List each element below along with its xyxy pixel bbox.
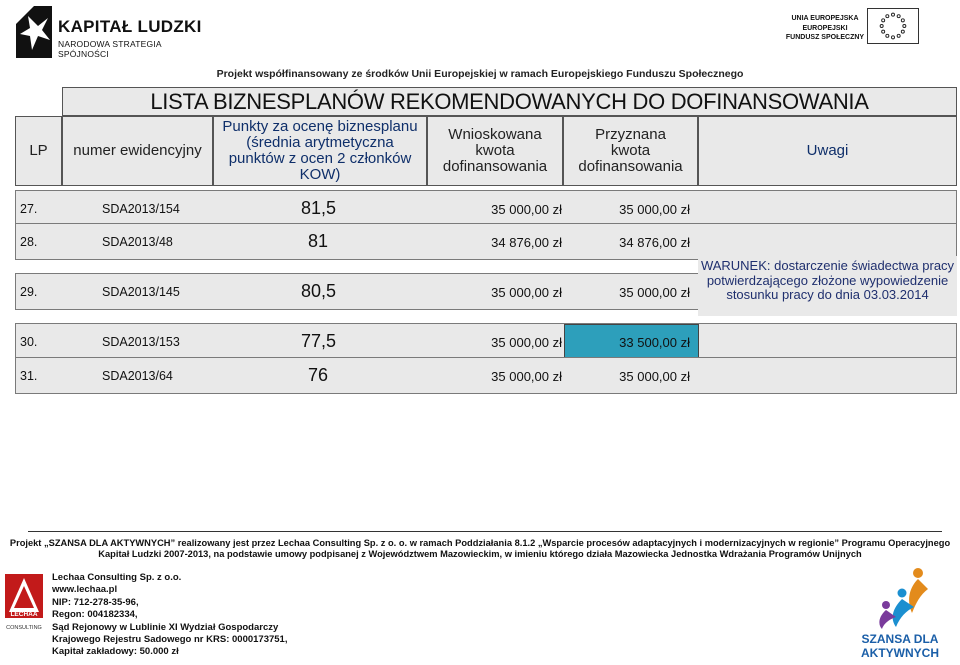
uwagi-note: WARUNEK: dostarczenie świadectwa pracy potwierdzającego złożone wypowiedzenie stosunku pracy do dnia 03.03.2014 [700, 258, 955, 302]
company-info [52, 572, 287, 659]
eu-logo-line1: UNIA EUROPEJSKA [791, 15, 859, 22]
row-numer: SDA2013/153 [102, 335, 180, 349]
szansa-figures-icon [848, 565, 953, 660]
row-lp: 27. [20, 202, 38, 216]
kapital-ludzki-title: KAPITAŁ LUDZKI [58, 17, 202, 36]
cofinancing-note: Projekt współfinansowany ze środków Unii Europejskiej w ramach Europejskiego Funduszu Społecznego [216, 68, 744, 80]
eu-logo-line2: EUROPEJSKI [802, 24, 848, 32]
eu-flag-icon [867, 8, 919, 44]
header-uwagi: Uwagi [698, 116, 957, 186]
row-przyznana: 34 876,00 zł [619, 235, 690, 250]
row-wnioskowana: 35 000,00 zł [491, 335, 562, 350]
row-wnioskowana: 34 876,00 zł [491, 235, 562, 250]
header-lp: LP [15, 116, 62, 186]
footer-project-line1: Projekt „SZANSA DLA AKTYWNYCH” realizowany jest przez Lechaa Consulting Sp. z o. o. w ramach Poddziałania 8.1.2 „Wsparcie procesów adaptacyjnych i modernizacyjnych w regionie” Programu Operacyjnego [9, 538, 951, 548]
eu-logo [785, 8, 925, 48]
company-name: Lechaa Consulting Sp. z o.o. [52, 572, 182, 583]
szansa-dla-aktywnych-logo [848, 565, 953, 660]
row-lp: 29. [20, 285, 38, 299]
row-numer: SDA2013/154 [102, 202, 180, 216]
header-punkty: Punkty za ocenę biznesplanu (średnia arytmetyczna punktów z ocen 2 członków KOW) [213, 116, 427, 186]
lechaa-logo-sub: CONSULTING [6, 625, 42, 631]
footer-project-line2: Kapitał Ludzki 2007-2013, na podstawie umowy podpisanej z Województwem Mazowieckim, w imieniu którego działa Mazowiecka Jednostka Wdrażania Programów Unijnych [98, 549, 862, 559]
row-przyznana: 35 000,00 zł [619, 369, 690, 384]
business-plans-table [15, 87, 957, 393]
table-row [15, 323, 957, 360]
row-lp: 31. [20, 369, 38, 383]
row-numer: SDA2013/48 [102, 235, 173, 249]
company-www: www.lechaa.pl [52, 584, 118, 596]
footer-divider [28, 531, 942, 532]
table-title: LISTA BIZNESPLANÓW REKOMENDOWANYCH DO DOFINANSOWANIA [62, 87, 957, 116]
lechaa-logo [3, 572, 45, 634]
row-numer: SDA2013/145 [102, 285, 180, 299]
row-punkty: 80,5 [301, 281, 337, 301]
company-nip: NIP: 712-278-35-96, [52, 596, 139, 608]
kapital-ludzki-subtitle: NARODOWA STRATEGIA SPÓJNOŚCI [58, 39, 162, 59]
row-wnioskowana: 35 000,00 zł [491, 202, 562, 217]
row-wnioskowana: 35 000,00 zł [491, 369, 562, 384]
company-capital: Kapitał zakładowy: 50.000 zł [52, 646, 179, 658]
lechaa-logo-text: LECHAA [10, 611, 38, 618]
eu-logo-line3: FUNDUSZ SPOŁECZNY [785, 34, 865, 41]
table-row [15, 357, 957, 394]
company-court2: Krajowego Rejestru Sadowego nr KRS: 0000173751, [52, 634, 288, 646]
header-przyznana: Przyznana kwota dofinansowania [563, 116, 698, 186]
row-punkty: 81,5 [301, 198, 337, 218]
kapital-ludzki-logo [14, 4, 204, 62]
row-punkty: 77,5 [301, 331, 337, 351]
row-punkty: 81 [308, 231, 329, 251]
company-regon: Regon: 004182334, [52, 609, 138, 621]
row-punkty: 76 [308, 365, 329, 385]
row-wnioskowana: 35 000,00 zł [491, 285, 562, 300]
sda-logo-line1: SZANSA DLA [861, 632, 939, 646]
company-court1: Sąd Rejonowy w Lublinie XI Wydział Gospodarczy [52, 621, 279, 633]
kapital-ludzki-star-icon [14, 4, 54, 60]
row-lp: 30. [20, 335, 38, 349]
row-numer: SDA2013/64 [102, 369, 173, 383]
header-wnioskowana: Wnioskowana kwota dofinansowania [427, 116, 563, 186]
row-przyznana: 33 500,00 zł [619, 335, 690, 350]
sda-logo-line2: AKTYWNYCH [861, 646, 939, 660]
table-row [15, 223, 957, 260]
row-lp: 28. [20, 235, 38, 249]
row-przyznana: 35 000,00 zł [619, 285, 690, 300]
header-numer: numer ewidencyjny [62, 116, 213, 186]
lechaa-logo-icon [3, 572, 45, 634]
table-row [15, 190, 957, 227]
row-przyznana: 35 000,00 zł [619, 202, 690, 217]
